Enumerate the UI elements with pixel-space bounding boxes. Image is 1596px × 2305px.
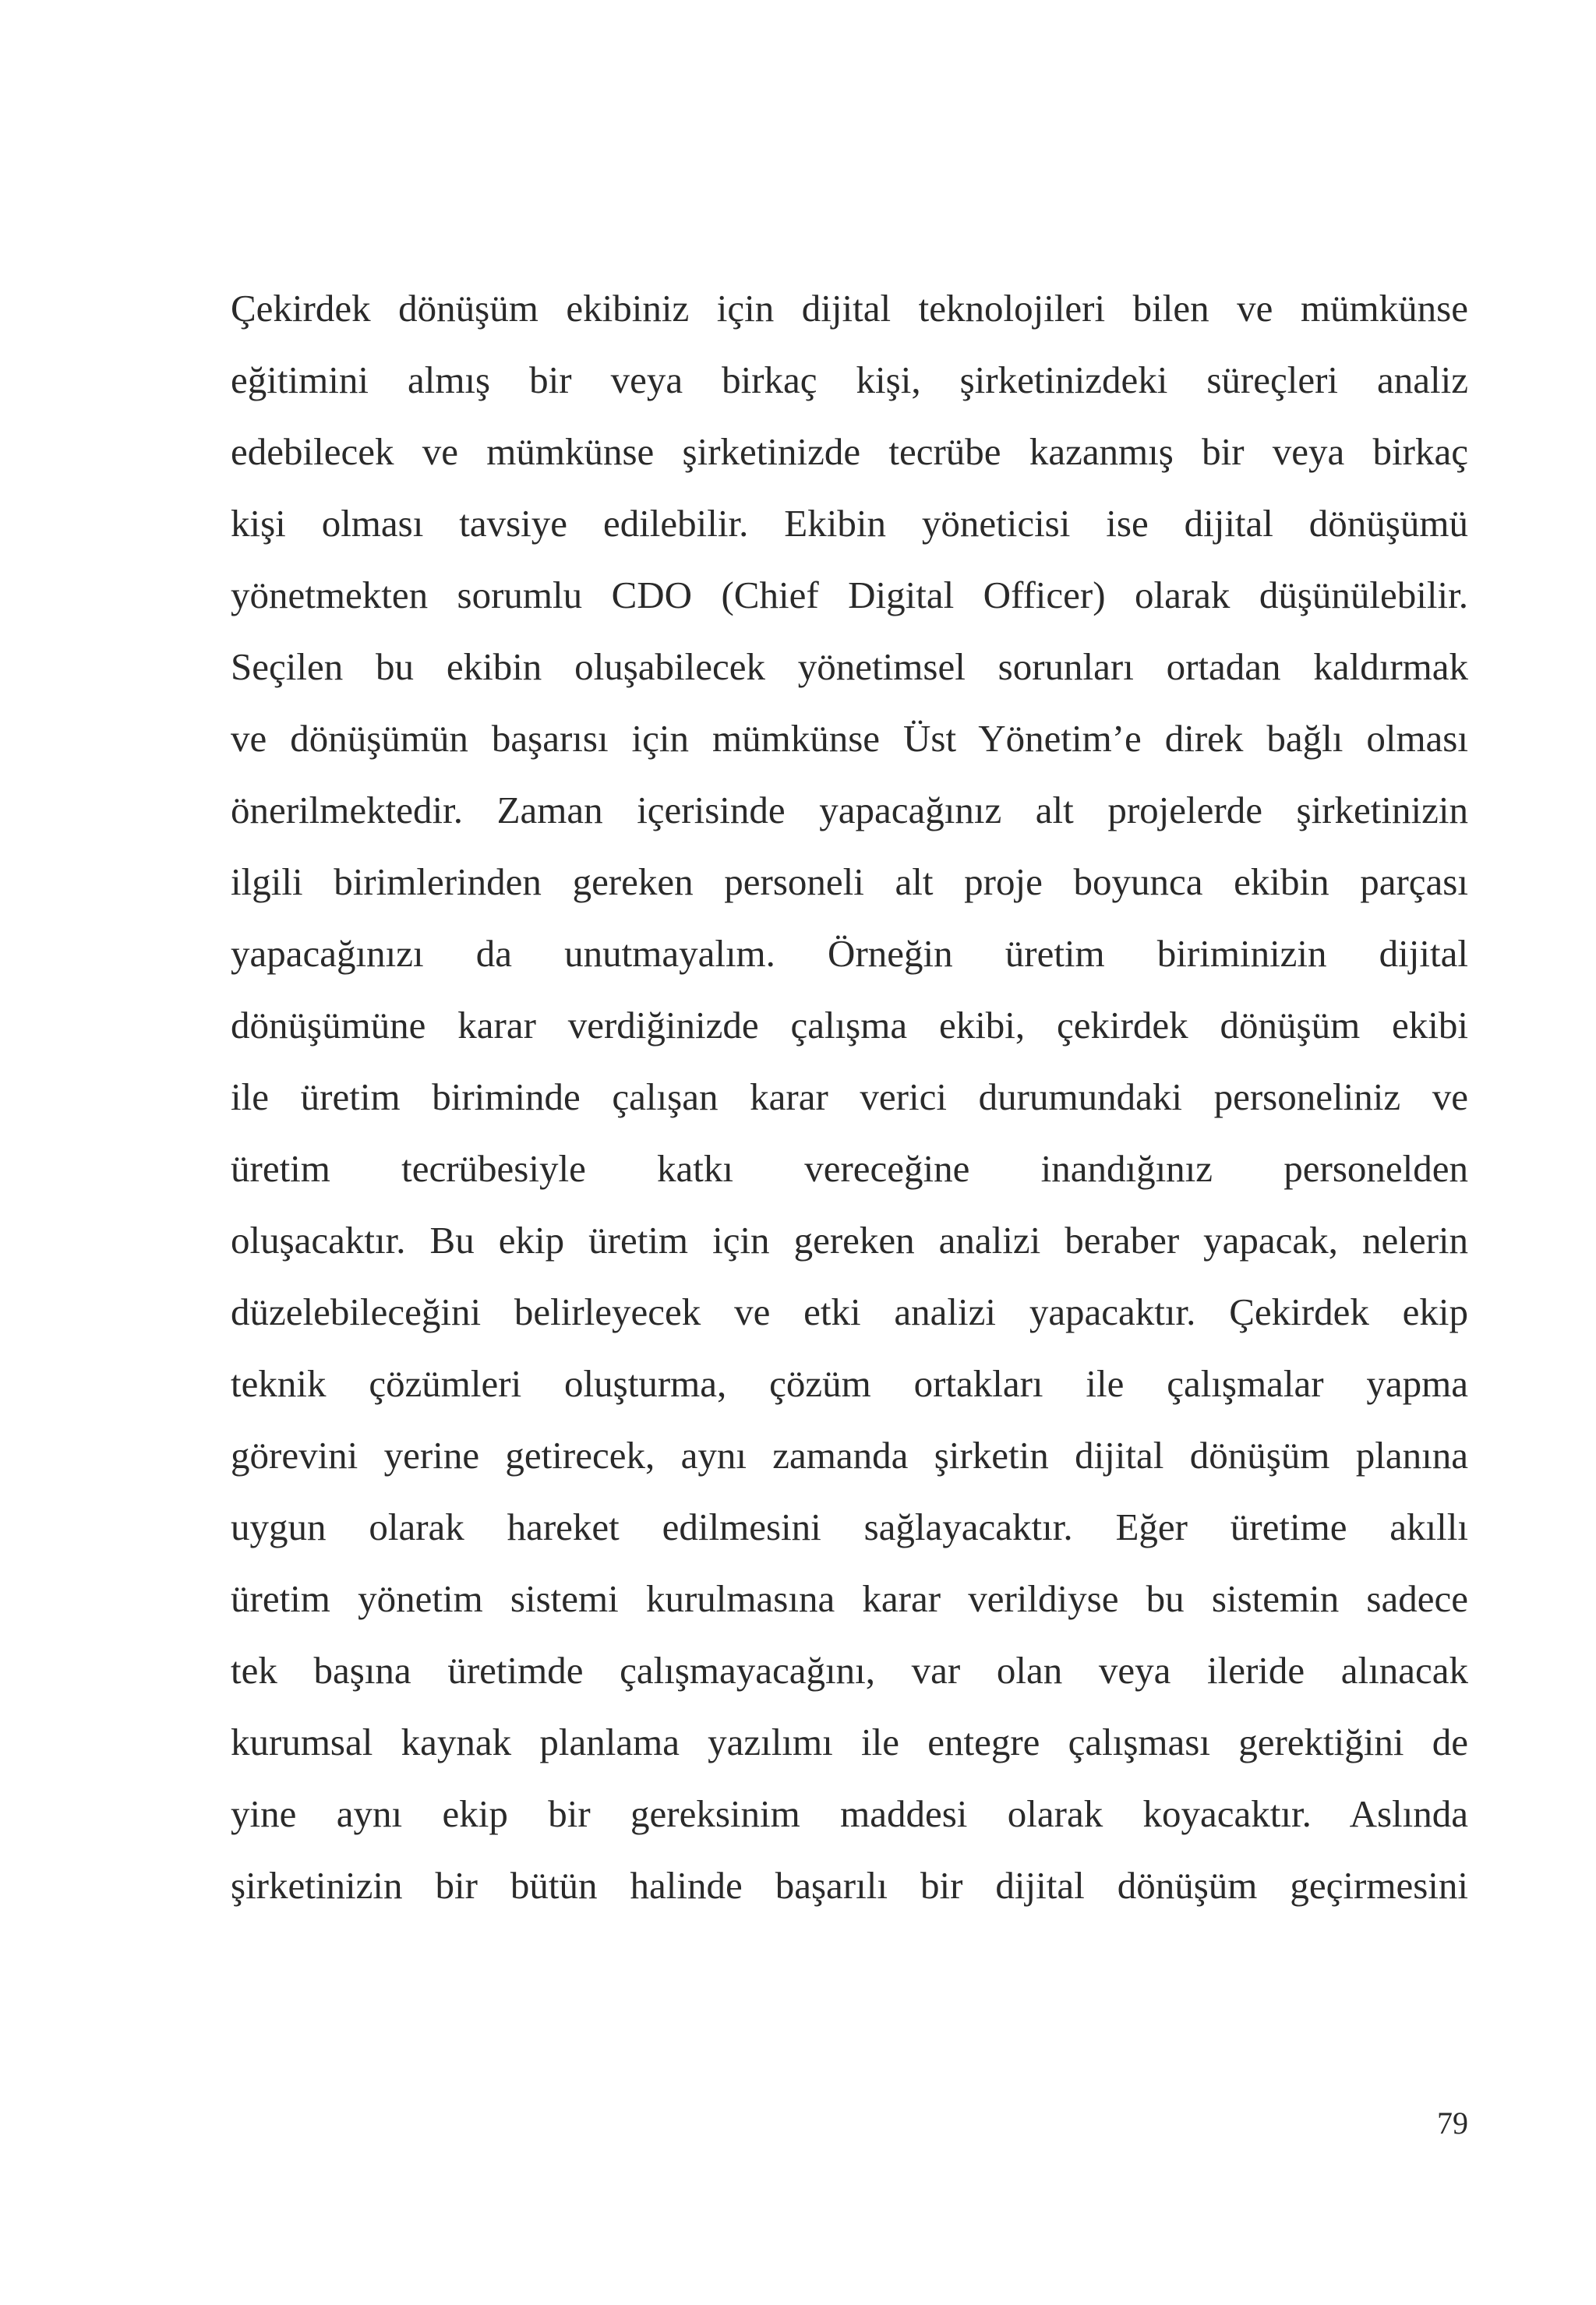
text-line: Çekirdek dönüşüm ekibiniz için dijital teknolojileri bilen ve mümkünse [231,287,1468,330]
text-line: eğitimini almış bir veya birkaç kişi, şirketinizdeki süreçleri analiz [231,358,1468,401]
text-line: dönüşümüne karar verdiğinizde çalışma ekibi, çekirdek dönüşüm ekibi [231,1004,1468,1047]
text-line: düzelebileceğini belirleyecek ve etki analizi yapacaktır. Çekirdek ekip [231,1290,1468,1333]
text-line: yönetmekten sorumlu CDO (Chief Digital Officer) olarak düşünülebilir. [231,574,1468,616]
text-line: ile üretim biriminde çalışan karar verici durumundaki personeliniz ve [231,1075,1468,1118]
text-line: üretim tecrübesiyle katkı vereceğine inandığınız personelden [231,1147,1468,1190]
body-paragraph [231,273,1468,1922]
page-number: 79 [1437,2106,1468,2141]
text-line: edebilecek ve mümkünse şirketinizde tecrübe kazanmış bir veya birkaç [231,430,1468,473]
text-line: ilgili birimlerinden gereken personeli alt proje boyunca ekibin parçası [231,860,1468,903]
text-line: tek başına üretimde çalışmayacağını, var olan veya ileride alınacak [231,1649,1468,1692]
text-line: kişi olması tavsiye edilebilir. Ekibin yöneticisi ise dijital dönüşümü [231,502,1468,545]
text-line: şirketinizin bir bütün halinde başarılı bir dijital dönüşüm geçirmesini [231,1864,1468,1907]
text-line: önerilmektedir. Zaman içerisinde yapacağınız alt projelerde şirketinizin [231,789,1468,831]
text-line: oluşacaktır. Bu ekip üretim için gereken analizi beraber yapacak, nelerin [231,1219,1468,1262]
text-line: Seçilen bu ekibin oluşabilecek yönetimsel sorunları ortadan kaldırmak [231,645,1468,688]
text-line: görevini yerine getirecek, aynı zamanda şirketin dijital dönüşüm planına [231,1434,1468,1477]
text-line: üretim yönetim sistemi kurulmasına karar verildiyse bu sistemin sadece [231,1577,1468,1620]
text-line: teknik çözümleri oluşturma, çözüm ortakları ile çalışmalar yapma [231,1362,1468,1405]
text-line: yine aynı ekip bir gereksinim maddesi olarak koyacaktır. Aslında [231,1792,1468,1835]
text-line: uygun olarak hareket edilmesini sağlayacaktır. Eğer üretime akıllı [231,1505,1468,1548]
text-line: ve dönüşümün başarısı için mümkünse Üst Yönetim’e direk bağlı olması [231,717,1468,760]
text-line: kurumsal kaynak planlama yazılımı ile entegre çalışması gerektiğini de [231,1721,1468,1763]
text-line: yapacağınızı da unutmayalım. Örneğin üretim biriminizin dijital [231,932,1468,975]
